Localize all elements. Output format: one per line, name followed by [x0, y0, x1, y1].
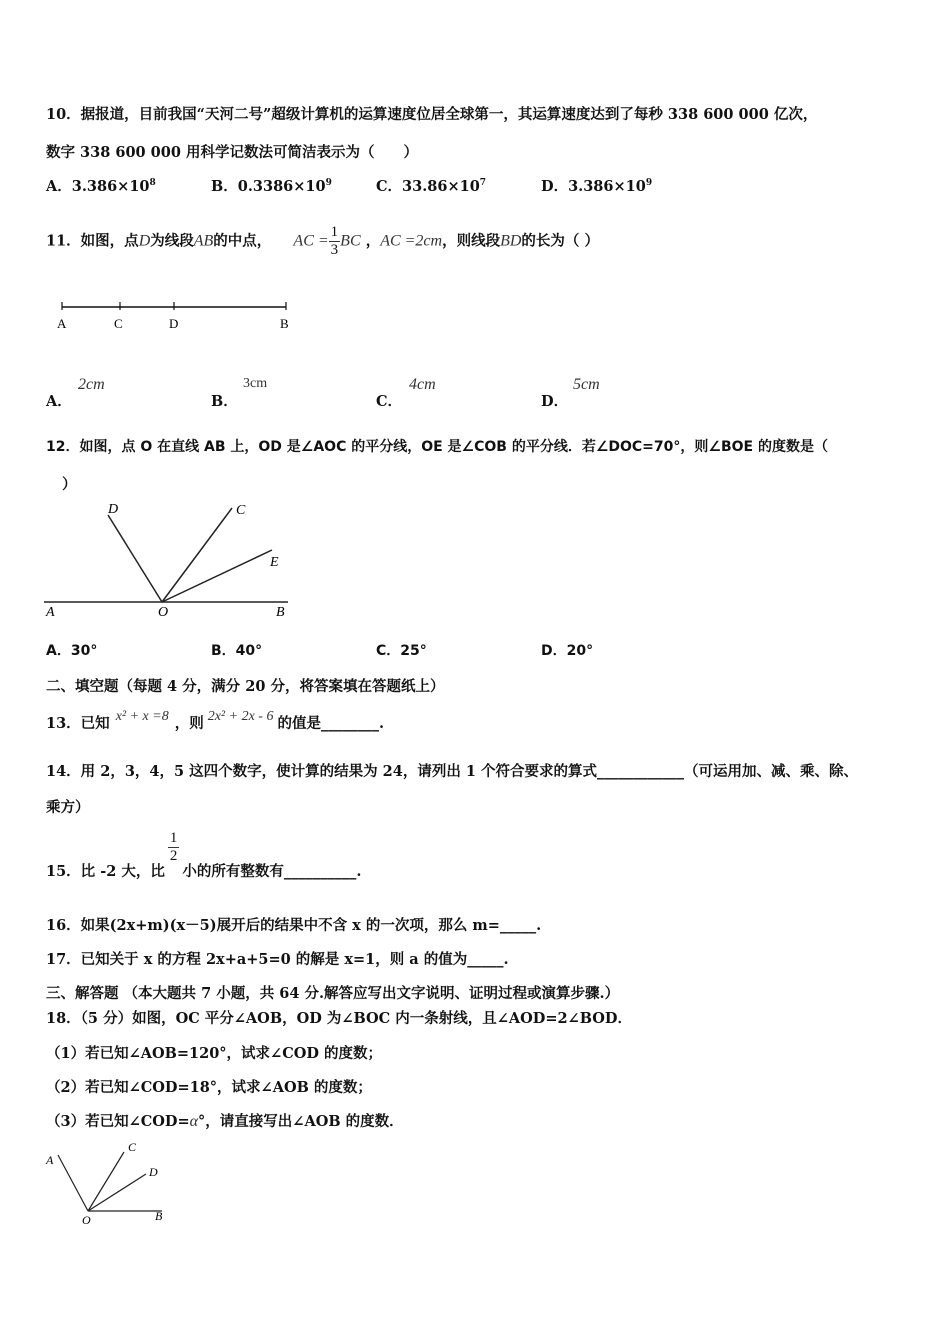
q10-option-d: D．$3.386\times 10^9$: [541, 178, 653, 195]
q18-ray-od: [88, 1174, 146, 1211]
q18-label-o: O: [82, 1213, 91, 1227]
q11-label-a: A: [57, 316, 67, 331]
q12-line1: 12．如图，点 O 在直线 AB 上，OD 是∠AOC 的平分线，OE 是∠COB 的平分线．若∠DOC=70°，则∠BOE 的度数是（: [46, 439, 828, 455]
q12-option-d: D．20°: [541, 643, 594, 659]
q16-stem: 16．如果(2x+m)(x－5)展开后的结果中不含 x 的一次项，那么 m=_____.: [46, 917, 542, 934]
q11-option-c-label: C．: [376, 393, 403, 410]
q12-label-c: C: [236, 503, 246, 518]
q14-line2: 乘方）: [46, 799, 90, 816]
q12-label-a: A: [46, 605, 55, 620]
q11-label-d: D: [169, 316, 179, 331]
q10-option-b: B．$0.3386\times 10^9$: [211, 178, 332, 195]
q11-option-c-value: 4cm: [409, 376, 436, 393]
q12-ray-od: [108, 515, 162, 602]
q12-label-o: O: [158, 605, 169, 620]
q18-ray-oc: [88, 1152, 124, 1211]
section2-heading: 二、填空题（每题 4 分，满分 20 分，将答案填在答题纸上）: [46, 678, 445, 695]
q10-option-c: C．$33.86\times 10^7$: [376, 178, 487, 195]
q12-angle-figure: [44, 498, 294, 620]
q11-stem: 11．如图，点D为线段AB的中点， AC = $\frac{1}{3}$ BC ，AC =2cm，则线段BD的长为（ ）: [46, 224, 599, 258]
q18-part3: （3）若已知∠COD=α°，请直接写出∠AOB 的度数．: [46, 1113, 404, 1130]
q10-line1: 10．据报道，目前我国“天河二号”超级计算机的运算速度位居全球第一，其运算速度达到了每秒 338 600 000 亿次，: [46, 106, 818, 123]
q11-option-a-label: A．: [46, 393, 72, 410]
q12-ray-oc: [162, 508, 232, 602]
q18-stem: 18．（5 分）如图，OC 平分∠AOB，OD 为∠BOC 内一条射线，且∠AOD=2∠BOD．: [46, 1010, 632, 1027]
q18-angle-figure: [42, 1138, 177, 1228]
q17-stem: 17．已知关于 x 的方程 2x+a+5=0 的解是 x=1，则 a 的值为_____.: [46, 951, 509, 968]
q12-label-d: D: [108, 502, 119, 517]
q11-option-a-value: 2cm: [78, 376, 105, 393]
section3-heading: 三、解答题 （本大题共 7 小题，共 64 分.解答应写出文字说明、证明过程或演算步骤.）: [46, 985, 620, 1002]
q12-option-a: A．30°: [46, 643, 98, 659]
q11-option-b-value: 3cm: [243, 376, 268, 391]
q11-option-b-label: B．: [211, 393, 238, 410]
q18-part1: （1）若已知∠AOB=120°，试求∠COD 的度数；: [46, 1045, 382, 1062]
q12-label-b: B: [276, 605, 285, 620]
q18-label-a: A: [46, 1153, 54, 1167]
q11-label-b: B: [280, 316, 289, 331]
q15-fraction: $\frac{1}{2}$: [169, 830, 178, 864]
q18-label-b: B: [155, 1209, 163, 1223]
q18-part2: （2）若已知∠COD=18°，试求∠AOB 的度数；: [46, 1079, 372, 1096]
q18-ray-oa: [58, 1155, 88, 1211]
q14-line1: 14．用 2，3，4，5 这四个数字，使计算的结果为 24，请列出 1 个符合要求的算式____________（可运用加、减、乘、除、: [46, 763, 859, 780]
q15-stem: 15．比 -2 大，比 $\frac{1}{2}$ 小的所有整数有__________.: [46, 830, 362, 880]
q11-option-d-label: D．: [541, 393, 569, 410]
q12-option-b: B．40°: [211, 643, 263, 659]
q10-line2: 数字 338 600 000 用科学记数法可简洁表示为（ ）: [46, 144, 418, 161]
q12-ray-oe: [162, 550, 272, 602]
q10-option-a: A．$3.386\times 10^8$: [46, 178, 156, 195]
q11-option-d-value: 5cm: [573, 376, 600, 393]
q12-label-e: E: [270, 555, 279, 570]
q11-segment-figure: [50, 298, 300, 338]
q13-stem: 13．已知 x² + x =8 ，则 2x² + 2x - 6 的值是________.: [46, 709, 385, 732]
q18-label-d: D: [149, 1165, 158, 1179]
q11-fraction: $\frac{1}{3}$: [330, 224, 339, 258]
q12-line2: ）: [62, 476, 77, 493]
q12-option-c: C．25°: [376, 643, 427, 659]
q11-label-c: C: [114, 316, 123, 331]
q18-label-c: C: [128, 1140, 137, 1154]
